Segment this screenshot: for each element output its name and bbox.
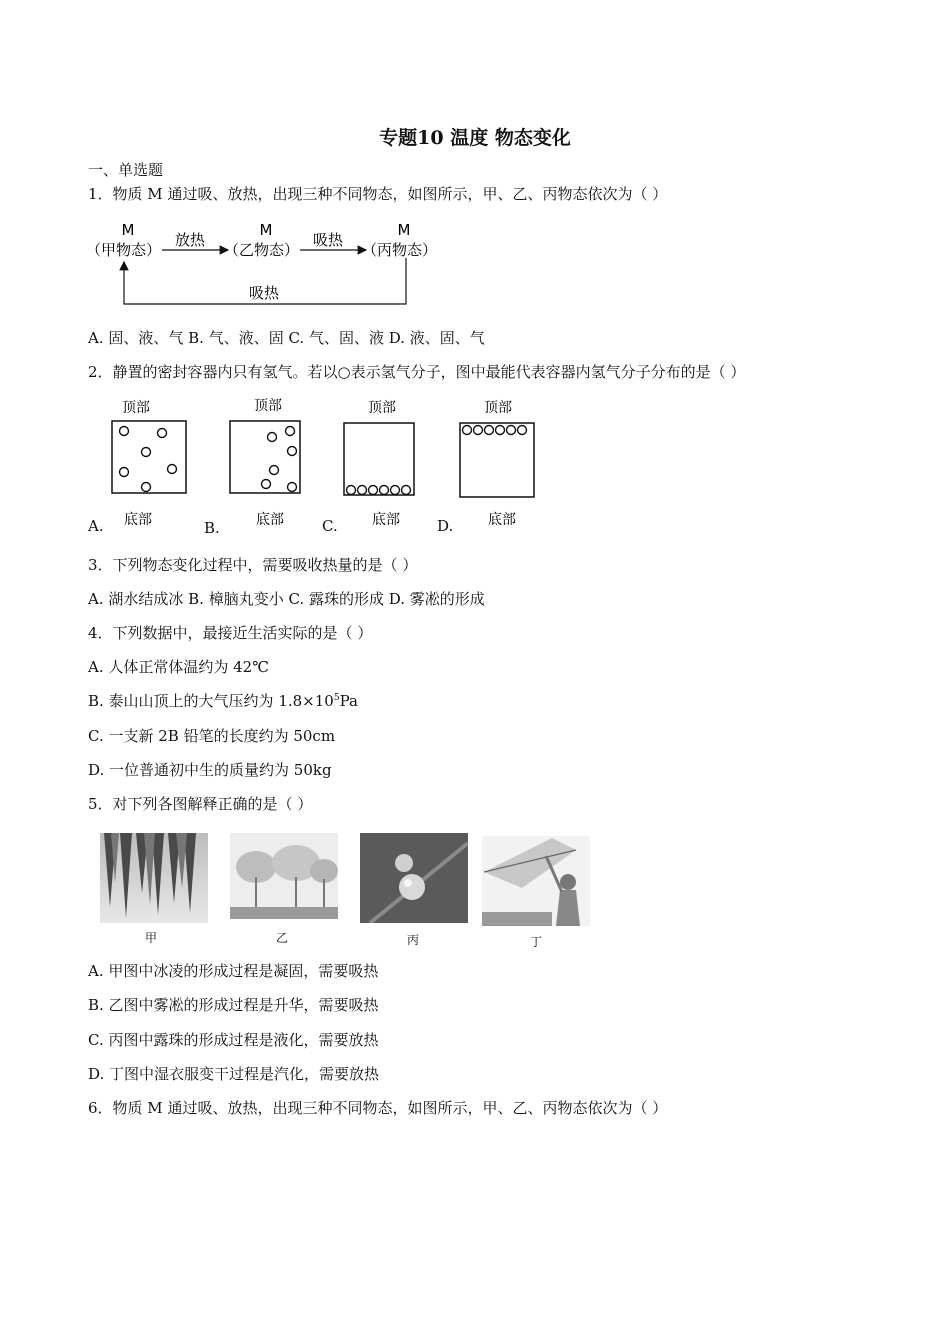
molecule [286,427,295,436]
molecule [288,447,297,456]
molecule [391,486,400,495]
page-title: 专题10 温度 物态变化 [379,127,571,149]
arrow3-label: 吸热 [248,284,280,302]
photo-ding-drying-clothes [482,836,590,926]
molecule [518,426,527,435]
q2-option-c-figure [338,396,428,530]
q3-options: A. 湖水结成冰 B. 樟脑丸变小 C. 露珠的形成 D. 雾凇的形成 [88,590,485,608]
molecule [268,433,277,442]
molecule [358,486,367,495]
photo-bing-dew [360,833,468,923]
caption-jia: 甲 [145,931,158,945]
molecule [402,486,411,495]
molecule [142,448,151,457]
q2-option-c: C. [322,517,338,535]
top-label: 顶部 [122,400,150,416]
bottom-label: 底部 [488,512,516,528]
q2-option-d: D. [437,517,454,535]
molecule [168,465,177,474]
molecule [262,480,271,489]
molecule [142,483,151,492]
q2-option-b: B. [204,519,220,537]
caption-yi: 乙 [276,931,289,945]
top-label: 顶部 [254,398,282,414]
q3-stem: 3．下列物态变化过程中，需要吸收热量的是（ ） [88,556,418,574]
q5-option-b: B. 乙图中雾凇的形成过程是升华，需要吸热 [88,996,379,1014]
caption-ding: 丁 [530,935,543,949]
q1-stem: 1．物质 M 通过吸、放热，出现三种不同物态，如图所示，甲、乙、丙物态依次为（ ） [88,185,668,203]
q5-option-c: C. 丙图中露珠的形成过程是液化，需要放热 [88,1031,379,1049]
q4-option-b: B. 泰山山顶上的大气压约为 $1.8\times 10^5Pa$ [88,692,358,710]
top-label: 顶部 [368,400,396,416]
molecule [270,466,279,475]
molecule [463,426,472,435]
bottom-label: 底部 [256,512,284,528]
q5-stem: 5．对下列各图解释正确的是（ ） [88,795,313,813]
molecule [288,483,297,492]
molecule [120,427,129,436]
m-label-yi: M [259,221,273,239]
m-label-bing: M [397,221,411,239]
q2-option-a: A. [88,517,104,535]
m-label-jia: M [121,221,135,239]
bottom-label: 底部 [124,512,152,528]
molecule [120,468,129,477]
molecule [380,486,389,495]
top-label: 顶部 [484,400,512,416]
state-jia: （甲物态） [86,241,162,259]
molecule [347,486,356,495]
q2-option-a-figure [104,396,194,530]
q4-option-c: C. 一支新 2B 铅笔的长度约为 50cm [88,727,336,745]
q2-stem: 2．静置的密封容器内只有氢气。若以○表示氢气分子，图中最能代表容器内氢气分子分布的是（ ） [88,363,746,381]
arrow1-label: 放热 [174,231,206,249]
molecule [369,486,378,495]
q4-stem: 4．下列数据中，最接近生活实际的是（ ） [88,624,373,642]
arrow2-label: 吸热 [312,231,344,249]
molecule [158,429,167,438]
q1-options: A. 固、液、气 B. 气、液、固 C. 气、固、液 D. 液、固、气 [88,329,485,347]
q6-stem: 6．物质 M 通过吸、放热，出现三种不同物态，如图所示，甲、乙、丙物态依次为（ ） [88,1099,668,1117]
q2-option-b-figure [222,394,312,528]
section-heading: 一、单选题 [88,161,164,179]
q5-option-d: D. 丁图中湿衣服变干过程是汽化，需要放热 [88,1065,380,1083]
molecule [507,426,516,435]
q4-option-a: A. 人体正常体温约为 42℃ [88,658,270,676]
q5-option-a: A. 甲图中冰凌的形成过程是凝固，需要吸热 [88,962,379,980]
photo-jia-icicles [100,833,208,923]
molecule [474,426,483,435]
q4-option-d: D. 一位普通初中生的质量约为 50kg [88,761,332,779]
q2-option-d-figure [454,396,544,530]
photo-yi-rime [230,833,338,919]
molecule [485,426,494,435]
caption-bing: 丙 [407,933,420,947]
molecule [496,426,505,435]
q1-state-diagram [86,216,446,310]
bottom-label: 底部 [372,512,400,528]
state-yi: （乙物态） [224,241,300,259]
state-bing: （丙物态） [362,241,438,259]
